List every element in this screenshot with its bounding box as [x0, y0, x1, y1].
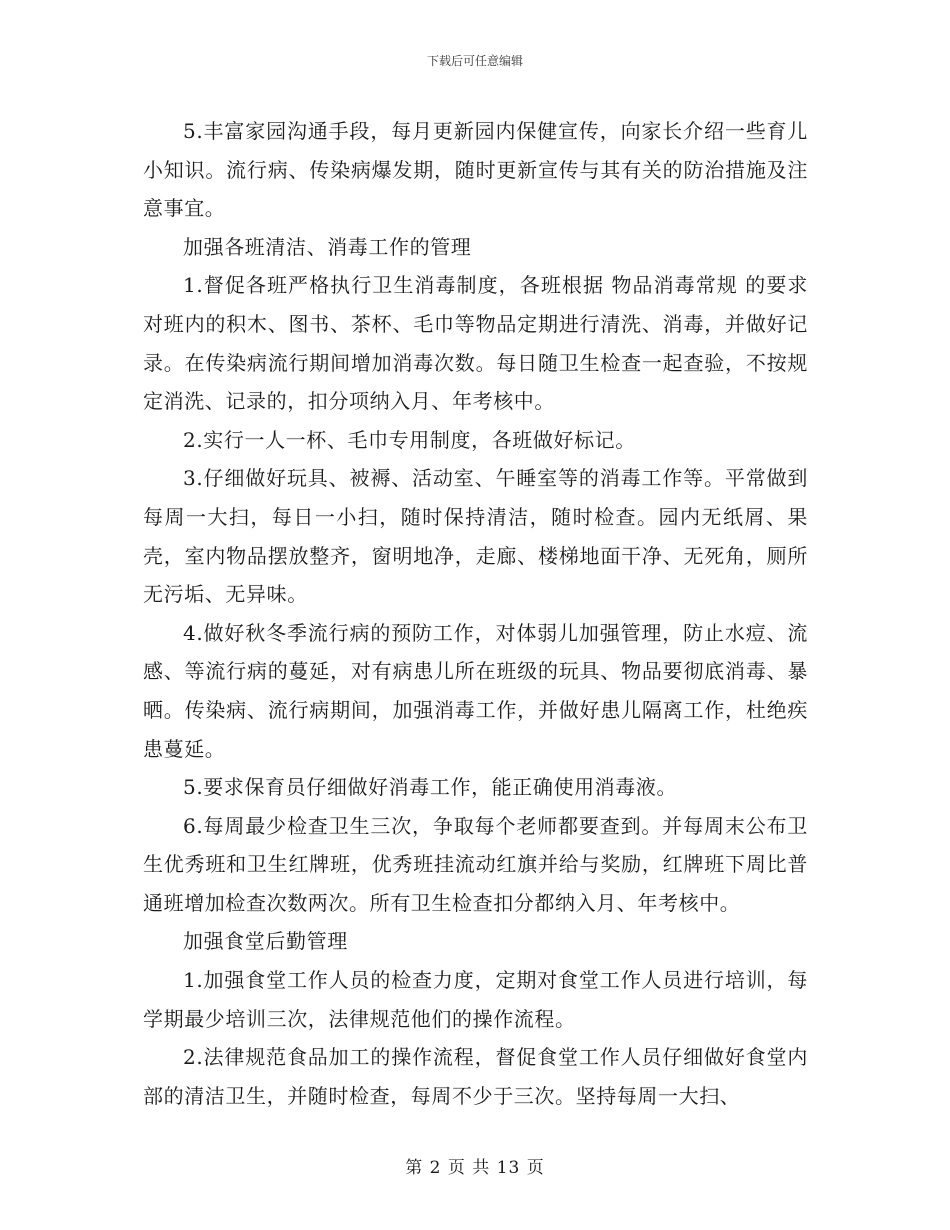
- section-heading-canteen: 加强食堂后勤管理: [183, 929, 348, 954]
- document-body: [143, 112, 808, 1115]
- paragraph-11: 2.法律规范食品加工的操作流程，督促食堂工作人员仔细做好食堂内部的清洁卫生，并随时检查，每周不少于三次。坚持每周一大扫、: [143, 1045, 808, 1108]
- paragraph-6: 4.做好秋冬季流行病的预防工作，对体弱儿加强管理，防止水痘、流感、等流行病的蔓延，对有病患儿所在班级的玩具、物品要彻底消毒、暴晒。传染病、流行病期间，加强消毒工作，并做好患儿隔离工作，杜绝疾患蔓延。: [143, 620, 808, 761]
- paragraph-3: 1.督促各班严格执行卫生消毒制度，各班根据 物品消毒常规 的要求对班内的积木、图书、茶杯、毛巾等物品定期进行清洗、消毒，并做好记录。在传染病流行期间增加消毒次数。每日随卫生检查一起查验，不按规定消洗、记录的，扣分项纳入月、年考核中。: [143, 273, 808, 414]
- page-header: 下载后可任意编辑: [426, 54, 523, 68]
- paragraph-1: 5.丰富家园沟通手段，每月更新园内保健宣传，向家长介绍一些育儿小知识。流行病、传染病爆发期，随时更新宣传与其有关的防治措施及注意事宜。: [143, 119, 808, 221]
- paragraph-4: 2.实行一人一杯、毛巾专用制度，各班做好标记。: [183, 427, 636, 452]
- page-footer: 第 2 页 共 13 页: [405, 1158, 545, 1178]
- paragraph-8: 6.每周最少检查卫生三次，争取每个老师都要查到。并每周末公布卫生优秀班和卫生红牌班，优秀班挂流动红旗并给与奖励，红牌班下周比普通班增加检查次数两次。所有卫生检查扣分都纳入月、年考核中。: [143, 813, 808, 915]
- section-heading-cleaning: 加强各班清洁、消毒工作的管理: [183, 234, 472, 259]
- paragraph-5: 3.仔细做好玩具、被褥、活动室、午睡室等的消毒工作等。平常做到每周一大扫，每日一小扫，随时保持清洁，随时检查。园内无纸屑、果壳，室内物品摆放整齐，窗明地净，走廊、楼梯地面干净、无死角，厕所无污垢、无异味。: [143, 466, 808, 607]
- paragraph-7: 5.要求保育员仔细做好消毒工作，能正确使用消毒液。: [183, 775, 678, 800]
- paragraph-10: 1.加强食堂工作人员的检查力度，定期对食堂工作人员进行培训，每学期最少培训三次，法律规范他们的操作流程。: [143, 968, 808, 1031]
